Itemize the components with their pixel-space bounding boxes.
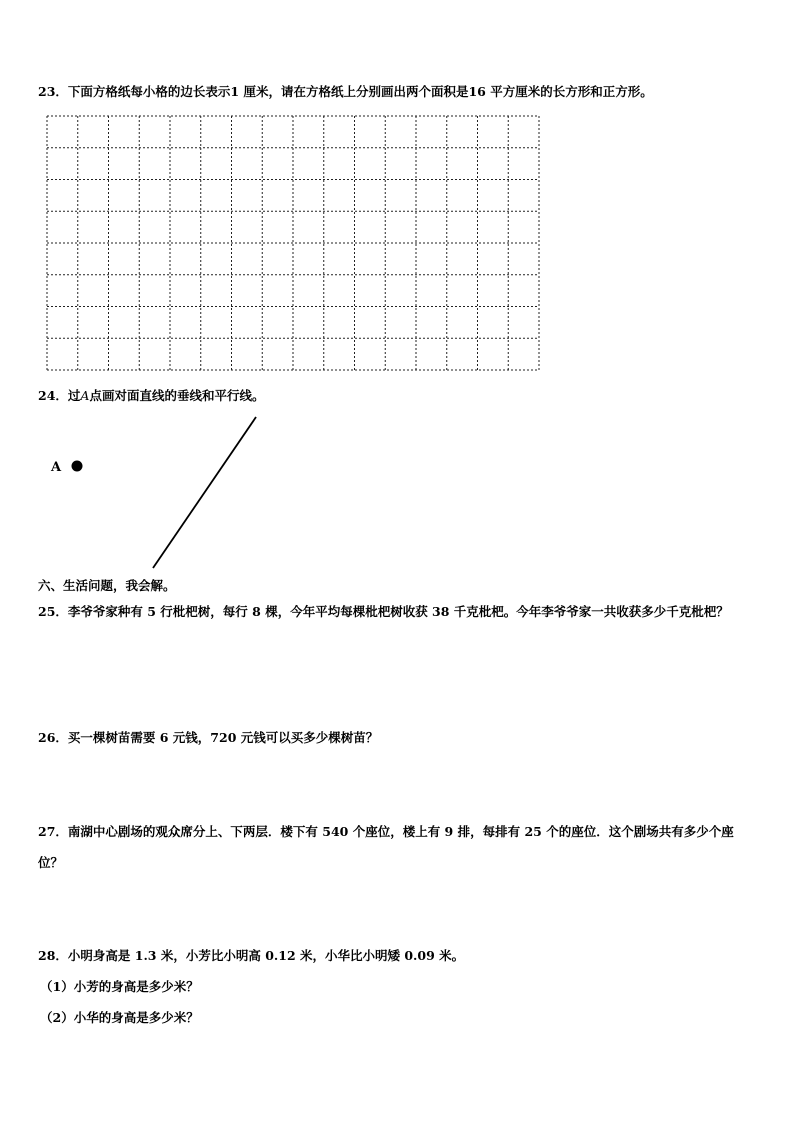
question-24-point-name: A	[80, 388, 90, 403]
figure-24	[40, 405, 280, 575]
question-28-part-2: （2）小华的身高是多少米？	[40, 1010, 199, 1025]
question-27: 27．南湖中心剧场的观众席分上、下两层．楼下有 540 个座位，楼上有 9 排，每排有 25 个的座位．这个剧场共有多少个座位？	[38, 824, 734, 870]
grid-paper[interactable]	[46, 115, 540, 371]
section-6-title: 六、生活问题，我会解。	[38, 578, 176, 593]
question-26: 26．买一棵树苗需要 6 元钱，720 元钱可以买多少棵树苗？	[38, 730, 379, 745]
question-24-suffix: 点画对面直线的垂线和平行线。	[89, 388, 265, 403]
question-25: 25．李爷爷家种有 5 行枇杷树，每行 8 棵，今年平均每棵枇杷树收获 38 千克枇杷。今年李爷爷家一共收获多少千克枇杷？	[38, 604, 729, 619]
point-a[interactable]	[72, 461, 83, 472]
question-23: 23．下面方格纸每小格的边长表示1 厘米，请在方格纸上分别画出两个面积是16 平方厘米的长方形和正方形。	[38, 84, 653, 99]
question-24	[38, 386, 758, 405]
question-28: 28．小明身高是 1.3 米，小芳比小明高 0.12 米，小华比小明矮 0.09 米。	[38, 948, 465, 963]
question-28-part-1: （1）小芳的身高是多少米？	[40, 979, 199, 994]
slanted-line[interactable]	[153, 417, 256, 568]
point-a-label: A	[51, 460, 62, 475]
question-24-prefix: 24．过	[38, 388, 81, 403]
